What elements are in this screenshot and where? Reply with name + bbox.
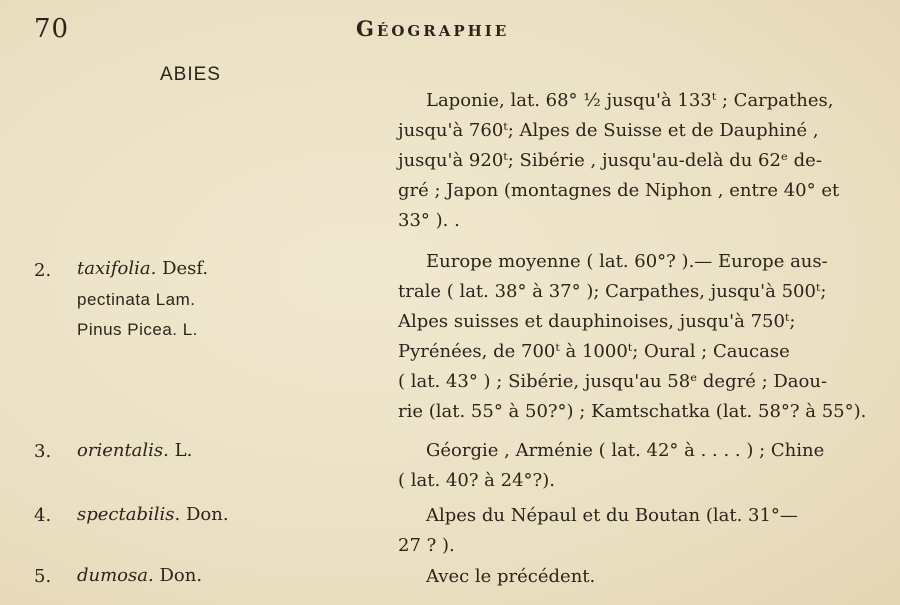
species-author: Don. — [185, 504, 229, 525]
entry-distribution — [398, 501, 880, 561]
species-name — [77, 501, 229, 528]
genus-heading: ABIES — [160, 64, 221, 85]
distribution-line: 27 ? ). — [398, 535, 455, 556]
running-head: Géographie — [356, 16, 510, 41]
distribution-line: ( lat. 43° ) ; Sibérie, jusqu'au 58ᵉ degré ; Daou- — [398, 371, 828, 392]
species-author: Desf. — [162, 258, 209, 279]
species-epithet: orientalis. — [77, 440, 169, 461]
species-epithet: spectabilis. — [77, 504, 181, 525]
entry-number: 5. — [34, 566, 52, 587]
page-number: 70 — [34, 14, 70, 44]
entry-number: 2. — [34, 260, 52, 281]
synonym: pectinata Lam. — [77, 290, 196, 309]
distribution-line: Europe moyenne ( lat. 60°? ).— Europe aus- — [426, 251, 828, 272]
distribution-line: Avec le précédent. — [426, 566, 596, 587]
entry-number: 3. — [34, 441, 52, 462]
distribution-line: ( lat. 40? à 24°?). — [398, 470, 555, 491]
distribution-line: Laponie, lat. 68° ½ jusqu'à 133ᵗ ; Carpathes, — [426, 90, 834, 111]
distribution-line: jusqu'à 760ᵗ; Alpes de Suisse et de Dauphiné , — [398, 120, 819, 141]
species-epithet: dumosa. — [77, 565, 154, 586]
entry-distribution — [398, 562, 880, 592]
synonym: Pinus Picea. L. — [77, 320, 198, 339]
entry-distribution — [398, 436, 880, 496]
continued-distribution — [398, 86, 880, 236]
species-author: L. — [174, 440, 193, 461]
distribution-line: 33° ). . — [398, 210, 460, 231]
species-name — [77, 437, 192, 464]
species-name — [77, 562, 202, 589]
species-author: Don. — [159, 565, 203, 586]
entry-number: 4. — [34, 505, 52, 526]
species-name — [77, 255, 208, 282]
distribution-line: Alpes du Népaul et du Boutan (lat. 31°— — [426, 505, 798, 526]
distribution-line: Pyrénées, de 700ᵗ à 1000ᵗ; Oural ; Caucase — [398, 341, 790, 362]
distribution-line: rie (lat. 55° à 50?°) ; Kamtschatka (lat. 58°? à 55°). — [398, 401, 867, 422]
distribution-line: gré ; Japon (montagnes de Niphon , entre 40° et — [398, 180, 840, 201]
entry-distribution — [398, 247, 880, 427]
distribution-line: Alpes suisses et dauphinoises, jusqu'à 750ᵗ; — [398, 311, 796, 332]
species-epithet: taxifolia. — [77, 258, 157, 279]
distribution-line: Géorgie , Arménie ( lat. 42° à . . . . ) ; Chine — [426, 440, 825, 461]
distribution-line: jusqu'à 920ᵗ; Sibérie , jusqu'au-delà du 62ᵉ de- — [398, 150, 822, 171]
distribution-line: trale ( lat. 38° à 37° ); Carpathes, jusqu'à 500ᵗ; — [398, 281, 827, 302]
